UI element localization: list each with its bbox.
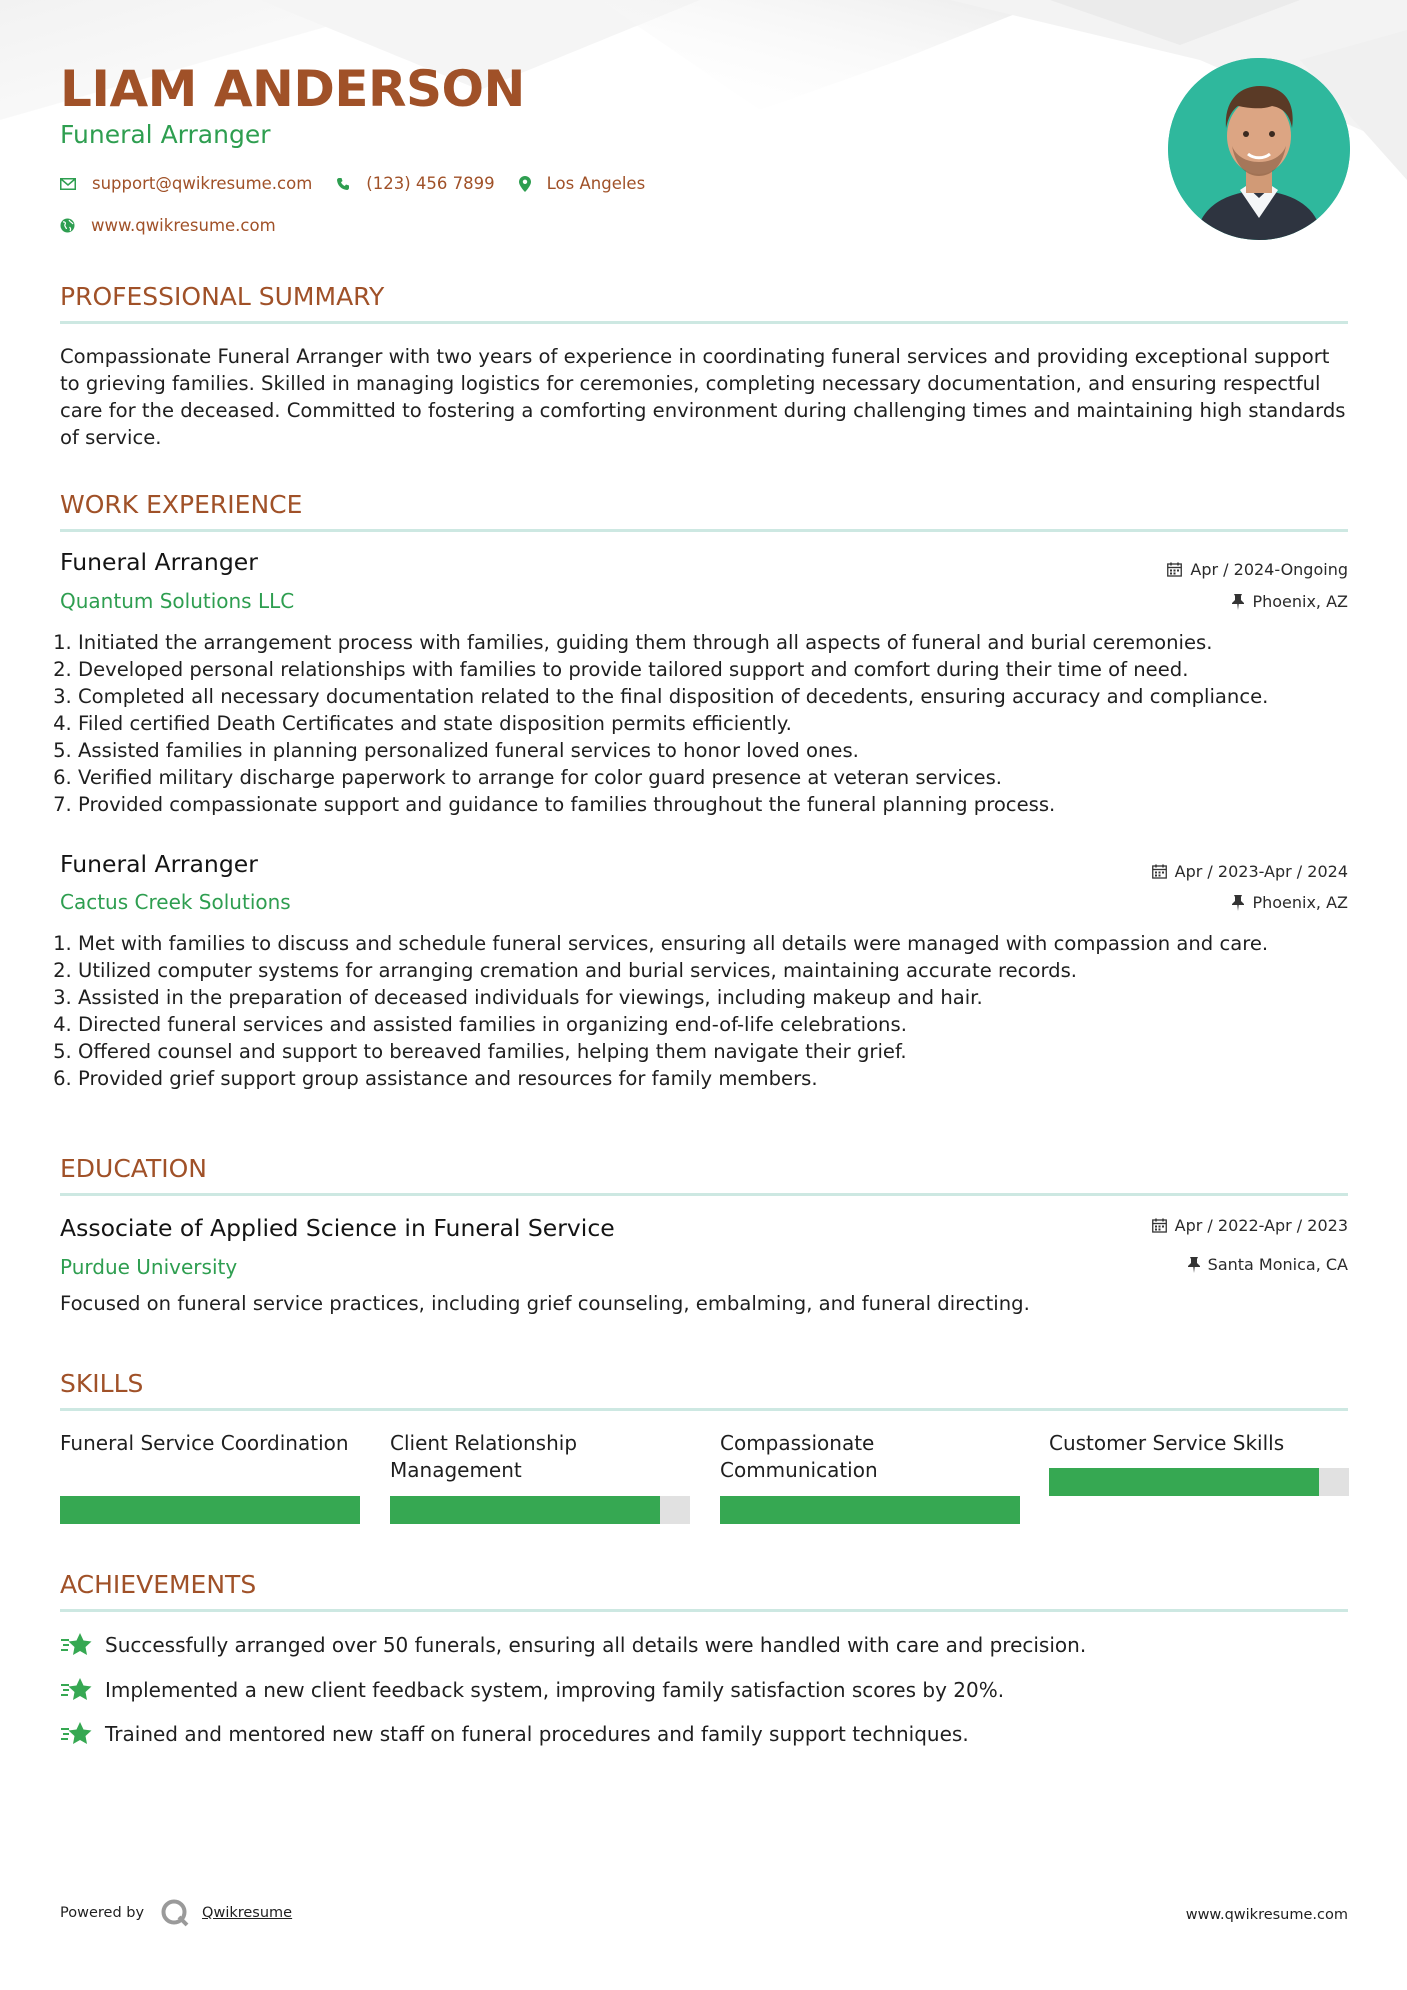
job-dates-text: Apr / 2024-Ongoing	[1190, 560, 1348, 579]
footer-website[interactable]: www.qwikresume.com	[1185, 1907, 1348, 1923]
candidate-name: LIAM ANDERSON	[60, 60, 525, 118]
job-dates	[1152, 862, 1348, 881]
skill-name: Funeral Service Coordination	[60, 1431, 349, 1455]
calendar-icon	[1167, 562, 1182, 577]
list-item: 7. Provided compassionate support and guidance to families throughout the funeral planning process.	[78, 791, 1378, 818]
skill-level-bar	[60, 1496, 360, 1524]
calendar-icon	[1152, 1218, 1167, 1233]
contact-row-primary	[60, 174, 669, 193]
globe-icon	[60, 218, 75, 233]
profile-photo	[1168, 58, 1350, 240]
skill-level-bar	[390, 1496, 690, 1524]
job-bullet-list	[55, 629, 1378, 818]
achievement-item	[60, 1632, 1086, 1658]
education-dates	[1152, 1216, 1348, 1235]
education-description: Focused on funeral service practices, including grief counseling, embalming, and funeral directing.	[60, 1292, 1030, 1315]
skill-level-fill	[1049, 1468, 1319, 1496]
star-icon	[60, 1677, 93, 1703]
education-degree: Associate of Applied Science in Funeral Service	[60, 1214, 615, 1242]
qwikresume-logo-icon	[160, 1898, 190, 1928]
achievement-text: Implemented a new client feedback system, improving family satisfaction scores by 20%.	[105, 1678, 1005, 1702]
section-title-skills: SKILLS	[60, 1369, 144, 1398]
pushpin-icon	[1232, 895, 1244, 911]
list-item: 3. Completed all necessary documentation related to the final disposition of decedents, ensuring accuracy and compliance.	[78, 683, 1378, 710]
job-title: Funeral Arranger	[60, 548, 258, 576]
skill-level-bar	[720, 1496, 1020, 1524]
contact-location	[519, 174, 646, 193]
star-icon	[60, 1632, 93, 1658]
job-location	[1232, 893, 1348, 912]
location-text: Los Angeles	[546, 174, 646, 193]
section-divider	[60, 1609, 1348, 1612]
summary-text: Compassionate Funeral Arranger with two years of experience in coordinating funeral services and providing exceptional support to grieving families. Skilled in managing logistics for ceremonies, completing necessary documentation, and ensuring respectful care for the deceased. Committed to fostering a comforting environment during challenging times and maintaining high standards of service.	[60, 345, 1346, 449]
calendar-icon	[1152, 864, 1167, 879]
job-bullet-list	[55, 930, 1378, 1092]
pushpin-icon	[1188, 1257, 1200, 1273]
job-company: Cactus Creek Solutions	[60, 890, 291, 914]
education-location-text: Santa Monica, CA	[1207, 1255, 1348, 1274]
skill-item	[1049, 1430, 1349, 1457]
job-dates-text: Apr / 2023-Apr / 2024	[1174, 862, 1348, 881]
contact-row-secondary	[60, 216, 300, 235]
skill-name: Client Relationship Management	[390, 1431, 578, 1482]
achievement-item	[60, 1677, 1004, 1703]
list-item: 5. Assisted families in planning personalized funeral services to honor loved ones.	[78, 737, 1378, 764]
achievement-text: Trained and mentored new staff on funeral procedures and family support techniques.	[105, 1722, 969, 1746]
job-location-text: Phoenix, AZ	[1252, 592, 1348, 611]
section-divider	[60, 1408, 1348, 1411]
contact-email[interactable]	[60, 174, 312, 193]
education-location	[1188, 1255, 1348, 1274]
profile-photo-illustration	[1168, 58, 1350, 240]
list-item: 2. Developed personal relationships with families to provide tailored support and comfort during their time of need.	[78, 656, 1378, 683]
section-title-experience: WORK EXPERIENCE	[60, 490, 303, 519]
email-icon	[60, 178, 76, 190]
achievement-item	[60, 1721, 969, 1747]
location-pin-icon	[519, 176, 531, 192]
candidate-role: Funeral Arranger	[60, 120, 271, 149]
list-item: 4. Filed certified Death Certificates and state disposition permits efficiently.	[78, 710, 1378, 737]
list-item: 3. Assisted in the preparation of deceased individuals for viewings, including makeup and hair.	[78, 984, 1378, 1011]
list-item: 2. Utilized computer systems for arranging cremation and burial services, maintaining accurate records.	[78, 957, 1378, 984]
pushpin-icon	[1232, 594, 1244, 610]
star-icon	[60, 1721, 93, 1747]
list-item: 4. Directed funeral services and assisted families in organizing end-of-life celebrations.	[78, 1011, 1378, 1038]
section-divider	[60, 321, 1348, 324]
job-company: Quantum Solutions LLC	[60, 589, 295, 613]
website-text: www.qwikresume.com	[91, 216, 276, 235]
education-dates-text: Apr / 2022-Apr / 2023	[1174, 1216, 1348, 1235]
job-location	[1232, 592, 1348, 611]
footer-brand-link[interactable]: Qwikresume	[202, 1905, 293, 1921]
job-location-text: Phoenix, AZ	[1252, 893, 1348, 912]
skill-name: Compassionate Communication	[720, 1431, 878, 1482]
phone-text: (123) 456 7899	[366, 174, 495, 193]
skill-name: Customer Service Skills	[1049, 1431, 1285, 1455]
achievement-text: Successfully arranged over 50 funerals, ensuring all details were handled with care and precision.	[105, 1633, 1087, 1657]
skill-level-fill	[60, 1496, 360, 1524]
list-item: 6. Provided grief support group assistance and resources for family members.	[78, 1065, 1378, 1092]
skill-item	[720, 1430, 1020, 1484]
job-title: Funeral Arranger	[60, 850, 258, 878]
section-title-education: EDUCATION	[60, 1154, 207, 1183]
list-item: 6. Verified military discharge paperwork to arrange for color guard presence at veteran services.	[78, 764, 1378, 791]
skill-level-bar	[1049, 1468, 1349, 1496]
skill-item	[60, 1430, 360, 1484]
contact-phone[interactable]	[336, 174, 494, 193]
footer-powered-by	[60, 1898, 292, 1928]
section-title-summary: PROFESSIONAL SUMMARY	[60, 282, 385, 311]
section-title-achievements: ACHIEVEMENTS	[60, 1570, 257, 1599]
job-dates	[1167, 560, 1348, 579]
skill-level-fill	[720, 1496, 1020, 1524]
powered-by-label: Powered by	[60, 1905, 145, 1921]
education-school: Purdue University	[60, 1255, 238, 1279]
list-item: 1. Met with families to discuss and schedule funeral services, ensuring all details were managed with compassion and care.	[78, 930, 1378, 957]
skill-item	[390, 1430, 690, 1484]
contact-website[interactable]	[60, 216, 276, 235]
section-divider	[60, 1193, 1348, 1196]
email-text: support@qwikresume.com	[92, 174, 313, 193]
skill-level-fill	[390, 1496, 660, 1524]
list-item: 1. Initiated the arrangement process with families, guiding them through all aspects of funeral and burial ceremonies.	[78, 629, 1378, 656]
phone-icon	[336, 177, 350, 191]
list-item: 5. Offered counsel and support to bereaved families, helping them navigate their grief.	[78, 1038, 1378, 1065]
section-divider	[60, 529, 1348, 532]
